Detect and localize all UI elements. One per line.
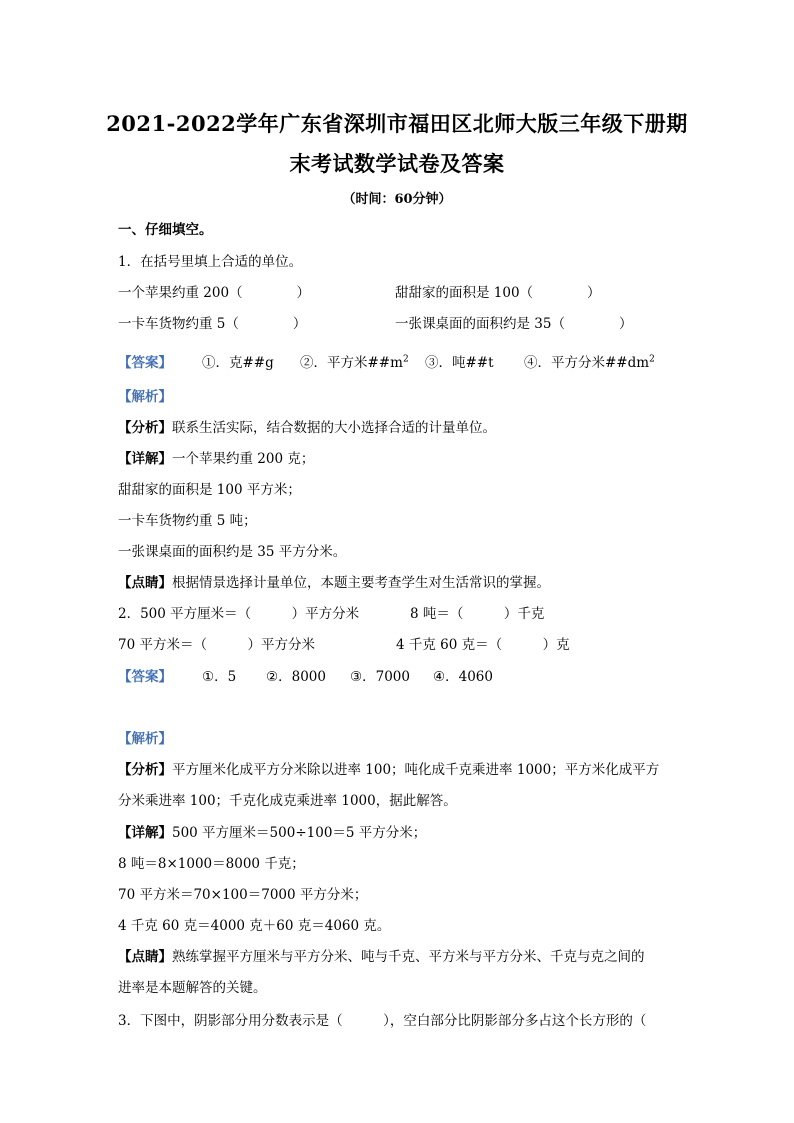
q2-detail-4: 4 千克 60 克＝4000 克＋60 克＝4060 克。 [118, 918, 391, 934]
q2-answer-3: ③．7000 [350, 669, 410, 685]
q1-item-d: 一张课桌面的面积约是 35（ ） [395, 316, 633, 332]
q2-detail-3: 70 平方米＝70×100＝7000 平方分米； [118, 887, 368, 903]
q1-answer-2: ②．平方米$\#\#m^2$ [300, 354, 409, 371]
q1-analysis-label: 【解析】 [118, 389, 172, 405]
q2-answer-row [118, 665, 718, 687]
q2-fenxi-cont: 分米乘进率 100；千克化成克乘进率 1000，据此解答。 [118, 793, 457, 809]
q1-prompt: 1．在括号里填上合适的单位。 [118, 254, 303, 270]
document-title-line2: 末考试数学试卷及答案 [289, 151, 505, 176]
q1-xiangjie: 【详解】一个苹果约重 200 克； [118, 451, 315, 467]
q3-prompt: 3．下图中，阴影部分用分数表示是（ ），空白部分比阴影部分多占这个长方形的（ [118, 1013, 647, 1029]
q1-dianjing: 【点睛】根据情景选择计量单位，本题主要考查学生对生活常识的掌握。 [118, 575, 550, 591]
q2-answer-2: ②．8000 [266, 669, 326, 685]
answer-label: 【答案】 [118, 669, 172, 685]
q2-xiangjie: 【详解】500 平方厘米＝500÷100＝5 平方分米； [118, 825, 427, 841]
answer-label: 【答案】 [118, 355, 172, 371]
q2-part-2: 8 吨＝（ ）千克 [410, 606, 545, 622]
q2-fenxi: 【分析】平方厘米化成平方分米除以进率 100；吨化成千克乘进率 1000；平方米化成平方 [118, 762, 660, 778]
q1-detail-2: 甜甜家的面积是 100 平方米； [118, 482, 301, 498]
q2-part-1: 2．500 平方厘米＝（ ）平方分米 [118, 606, 360, 622]
q1-item-b: 甜甜家的面积是 100（ ） [395, 285, 601, 301]
q1-detail-3: 一卡车货物约重 5 吨； [118, 513, 257, 529]
q1-answer-1: ①．克##g [202, 355, 274, 371]
section-heading: 一、仔细填空。 [118, 222, 213, 238]
q1-item-c: 一卡车货物约重 5（ ） [118, 316, 307, 332]
q2-dianjing: 【点睛】熟练掌握平方厘米与平方分米、吨与千克、平方米与平方分米、千克与克之间的 [118, 949, 645, 965]
q2-detail-2: 8 吨＝8×1000＝8000 千克； [118, 856, 305, 872]
q2-dianjing-cont: 进率是本题解答的关键。 [118, 980, 267, 996]
q2-part-3: 70 平方米＝（ ）平方分米 [118, 637, 315, 653]
q2-answer-4: ④．4060 [433, 669, 493, 685]
time-note: （时间：60分钟） [342, 192, 452, 207]
q1-item-a: 一个苹果约重 200（ ） [118, 285, 311, 301]
q2-analysis-label: 【解析】 [118, 731, 172, 747]
q1-fenxi: 【分析】联系生活实际，结合数据的大小选择合适的计量单位。 [118, 420, 496, 436]
document-title-line1: 2021-2022学年广东省深圳市福田区北师大版三年级下册期 [106, 111, 688, 136]
q2-answer-1: ①．5 [202, 669, 237, 685]
q2-part-4: 4 千克 60 克＝（ ）克 [396, 637, 570, 653]
q1-detail-4: 一张课桌面的面积约是 35 平方分米。 [118, 544, 347, 560]
q1-answer-row [118, 351, 718, 373]
q1-answer-3: ③．吨##t [425, 355, 494, 371]
q1-answer-4: ④．平方分米$\#\#dm^2$ [524, 354, 655, 371]
